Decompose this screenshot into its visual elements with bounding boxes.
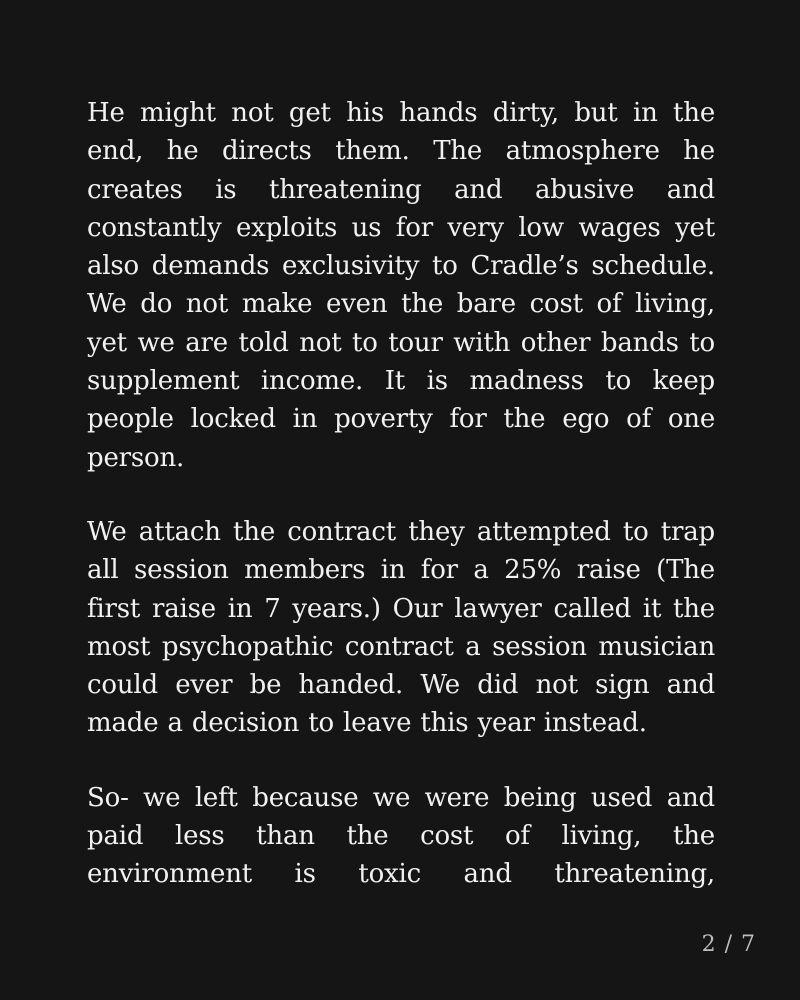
statement-text bbox=[87, 94, 715, 930]
statement-paragraph-2: We attach the contract they attempted to trap all session members in for a 25% raise (The first raise in 7 years.) Our lawyer called it the most psychopathic contract a session musician could ever be handed. We did not sign and made a decision to leave this year instead. bbox=[87, 516, 715, 739]
statement-paragraph-1: He might not get his hands dirty, but in the end, he directs them. The atmosphere he creates is threatening and abusive and constantly exploits us for very low wages yet also demands exclusivity to Cradle’s schedule. We do not make even the bare cost of living, yet we are told not to tour with other bands to supplement income. It is madness to keep people locked in poverty for the ego of one person. bbox=[87, 98, 715, 473]
page-indicator: 2 / 7 bbox=[701, 932, 756, 957]
statement-paragraph-3: So- we left because we were being used and paid less than the cost of living, the environment is toxic and threatening, bbox=[87, 782, 715, 890]
